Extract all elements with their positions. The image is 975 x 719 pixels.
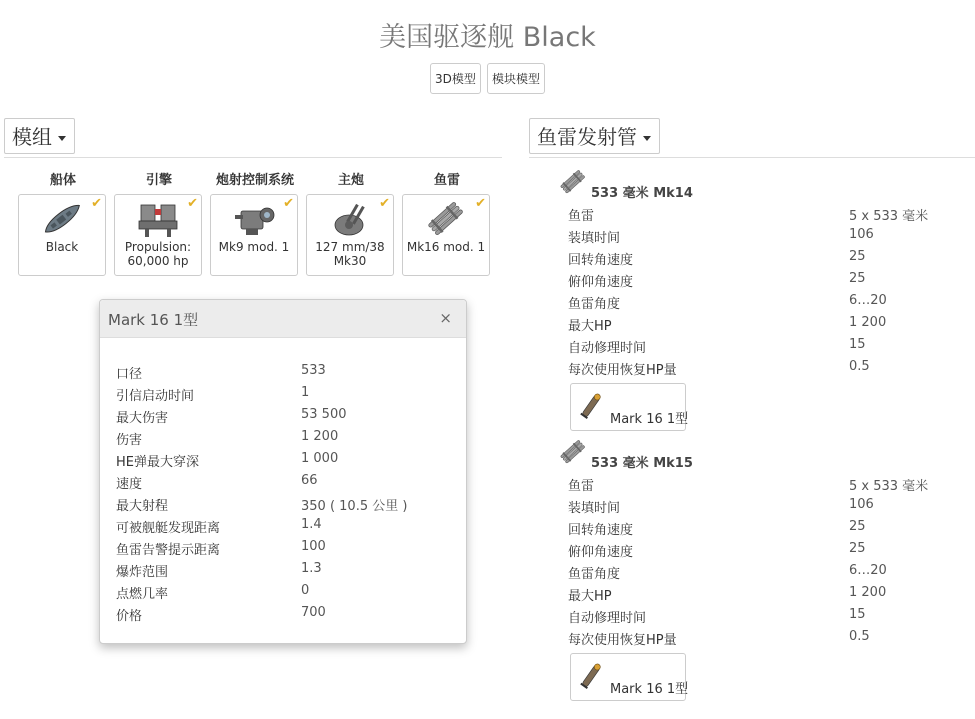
module-label: 船体 <box>49 173 76 188</box>
module-name: Propulsion: 60,000 hp <box>124 240 192 268</box>
stat-label: 价格 <box>116 609 143 624</box>
check-icon: ✔ <box>91 196 102 211</box>
stat-label: 回转角速度 <box>568 523 634 538</box>
module-card-torpedoes[interactable] <box>402 194 490 276</box>
stat-value: 700 <box>301 605 326 620</box>
page-title: 美国驱逐舰 Black <box>379 22 596 53</box>
stat-label: 鱼雷角度 <box>568 567 621 582</box>
stat-label: 装填时间 <box>568 501 621 516</box>
module-model-button[interactable]: 模块模型 <box>487 63 545 94</box>
stat-value: 6…20 <box>849 563 887 578</box>
stat-row <box>568 604 958 626</box>
module-name: Black <box>45 240 79 254</box>
launcher-name: 533 毫米 Mk14 <box>591 186 693 201</box>
stat-label: 装填时间 <box>568 231 621 246</box>
3d-model-button[interactable]: 3D模型 <box>430 63 481 94</box>
stat-label: 回转角速度 <box>568 253 634 268</box>
stat-label: 鱼雷 <box>568 209 595 224</box>
module-column-main-gun <box>306 172 396 276</box>
torpedo-tubes-icon <box>423 199 469 239</box>
stat-row <box>568 224 958 246</box>
stat-value: 1.4 <box>301 517 322 532</box>
stat-label: 伤害 <box>116 433 143 448</box>
launcher-name: 533 毫米 Mk15 <box>591 456 693 471</box>
ammo-card[interactable] <box>570 653 689 701</box>
popover-title: Mark 16 1型 <box>108 311 199 329</box>
main-gun-icon <box>327 199 373 239</box>
stat-label: 爆炸范围 <box>116 565 169 580</box>
module-column-torpedoes <box>402 172 492 276</box>
torpedo-group-header <box>558 438 958 472</box>
fire-control-icon <box>231 199 277 239</box>
stat-value: 15 <box>849 607 866 622</box>
launcher-stats <box>558 202 958 378</box>
stat-row <box>568 516 958 538</box>
stat-label: 口径 <box>116 367 143 382</box>
view-buttons <box>0 63 975 94</box>
module-card-engine[interactable] <box>114 194 202 276</box>
stat-value: 0.5 <box>849 359 870 374</box>
stat-label: 速度 <box>116 477 143 492</box>
stat-label: 最大HP <box>568 319 612 334</box>
close-icon[interactable]: × <box>439 309 452 327</box>
stat-value: 6…20 <box>849 293 887 308</box>
torpedo-launchers-dropdown[interactable]: 鱼雷发射管 <box>529 118 660 154</box>
stat-row <box>568 334 958 356</box>
stat-label: 鱼雷 <box>568 479 595 494</box>
stat-label: 自动修理时间 <box>568 611 647 626</box>
stat-label: 俯仰角速度 <box>568 545 634 560</box>
stat-label: 最大射程 <box>116 499 169 514</box>
stat-row <box>568 290 958 312</box>
launcher-stats <box>558 472 958 648</box>
modules-dropdown[interactable]: 模组 <box>4 118 75 154</box>
ammo-card[interactable] <box>570 383 689 431</box>
stat-value: 0 <box>301 583 310 598</box>
stat-label: 每次使用恢复HP量 <box>568 633 677 648</box>
stat-value: 106 <box>849 227 874 242</box>
stat-label: 鱼雷告警提示距离 <box>116 543 221 558</box>
stat-value: 25 <box>849 271 866 286</box>
caret-down-icon <box>643 136 651 141</box>
modules-section-header <box>4 118 502 158</box>
stat-row <box>568 582 958 604</box>
module-card-hull[interactable] <box>18 194 106 276</box>
caret-down-icon <box>58 136 66 141</box>
stat-row <box>568 560 958 582</box>
stat-row <box>568 268 958 290</box>
ammo-name: Mark 16 1型 <box>610 412 689 427</box>
check-icon: ✔ <box>475 196 486 211</box>
check-icon: ✔ <box>379 196 390 211</box>
stat-value: 350 ( 10.5 公里 ) <box>301 499 408 514</box>
torpedo-section-header <box>529 118 975 158</box>
module-name: 127 mm/38 Mk30 <box>315 240 385 268</box>
module-card-fire-control[interactable] <box>210 194 298 276</box>
stat-value: 1.3 <box>301 561 322 576</box>
stat-value: 1 200 <box>849 585 887 600</box>
stat-value: 25 <box>849 541 866 556</box>
stat-value: 0.5 <box>849 629 870 644</box>
stat-value: 1 <box>301 385 310 400</box>
module-card-main-gun[interactable] <box>306 194 394 276</box>
stat-value: 5 x 533 毫米 <box>849 209 929 224</box>
stat-value: 25 <box>849 519 866 534</box>
stat-row <box>568 494 958 516</box>
stat-value: 1 000 <box>301 451 339 466</box>
stat-value: 106 <box>849 497 874 512</box>
stat-row <box>568 202 958 224</box>
popover-header <box>100 300 466 338</box>
torpedo-tubes-icon <box>558 168 588 196</box>
engine-icon <box>135 199 181 239</box>
stat-label: 每次使用恢复HP量 <box>568 363 677 378</box>
module-label: 鱼雷 <box>433 173 460 188</box>
module-label: 引擎 <box>145 173 172 188</box>
stat-row <box>568 312 958 334</box>
stat-row <box>568 538 958 560</box>
stat-label: 鱼雷角度 <box>568 297 621 312</box>
torpedo-tubes-icon <box>558 438 588 466</box>
stat-value: 5 x 533 毫米 <box>849 479 929 494</box>
module-label: 炮射控制系统 <box>215 173 294 188</box>
stat-value: 25 <box>849 249 866 264</box>
torpedo-icon <box>575 658 607 694</box>
torpedo-group-2 <box>558 438 958 701</box>
stat-value: 533 <box>301 363 326 378</box>
stat-label: 俯仰角速度 <box>568 275 634 290</box>
stat-label: 最大HP <box>568 589 612 604</box>
torpedo-group-header <box>558 168 958 202</box>
check-icon: ✔ <box>187 196 198 211</box>
stat-value: 15 <box>849 337 866 352</box>
stat-row <box>568 626 958 648</box>
stat-label: 最大伤害 <box>116 411 169 426</box>
stat-label: 自动修理时间 <box>568 341 647 356</box>
module-name: Mk9 mod. 1 <box>218 240 290 254</box>
module-column-fire-control <box>210 172 300 276</box>
stat-row <box>568 246 958 268</box>
torpedo-details-popover <box>99 299 467 644</box>
stat-row <box>568 356 958 378</box>
stat-value: 100 <box>301 539 326 554</box>
check-icon: ✔ <box>283 196 294 211</box>
stat-row <box>568 472 958 494</box>
stat-value: 1 200 <box>301 429 339 444</box>
torpedo-icon <box>575 388 607 424</box>
module-label: 主炮 <box>337 173 364 188</box>
stat-value: 53 500 <box>301 407 347 422</box>
stat-label: 可被舰艇发现距离 <box>116 521 221 536</box>
stat-value: 1 200 <box>849 315 887 330</box>
stat-value: 66 <box>301 473 318 488</box>
module-column-engine <box>114 172 204 276</box>
ammo-name: Mark 16 1型 <box>610 682 689 697</box>
stat-label: HE弹最大穿深 <box>116 455 199 470</box>
module-column-hull <box>18 172 108 276</box>
stat-label: 点燃几率 <box>116 587 169 602</box>
hull-icon <box>39 199 85 239</box>
torpedo-group-1 <box>558 168 958 431</box>
module-name: Mk16 mod. 1 <box>406 240 486 254</box>
stat-label: 引信启动时间 <box>116 389 195 404</box>
